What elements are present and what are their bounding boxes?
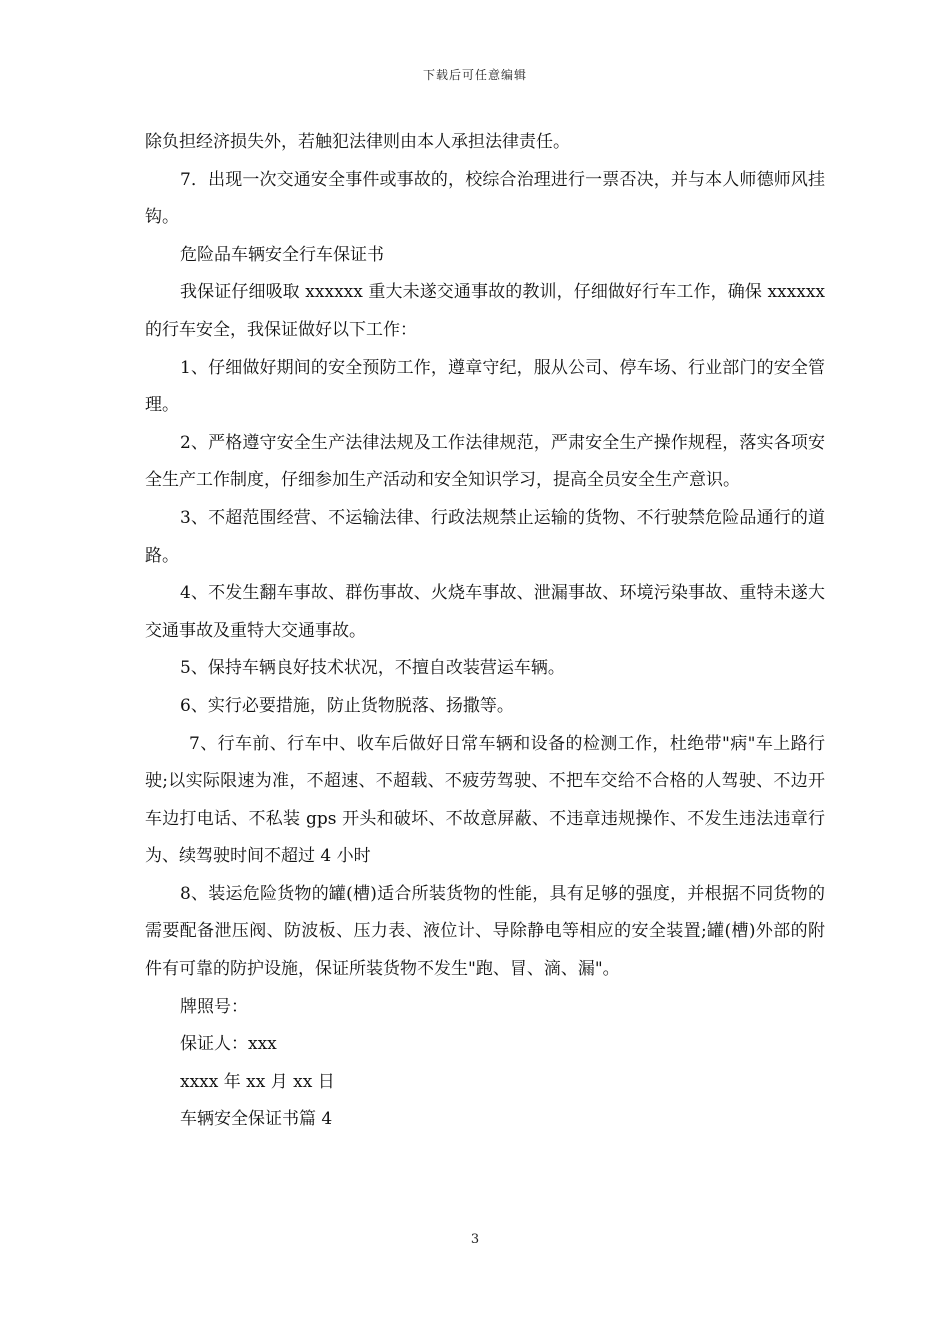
list-item-4: 4、不发生翻车事故、群伤事故、火烧车事故、泄漏事故、环境污染事故、重特未遂大交通事故及重特大交通事故。	[145, 583, 825, 641]
paragraph-liability: 除负担经济损失外，若触犯法律则由本人承担法律责任。	[145, 132, 570, 152]
license-plate-field: 牌照号：	[180, 996, 248, 1017]
section-title: 危险品车辆安全行车保证书	[180, 244, 384, 265]
section-heading-next: 车辆安全保证书篇 4	[180, 1109, 333, 1130]
page-header: 下载后可任意编辑	[422, 68, 527, 82]
page-number: 3	[470, 1232, 480, 1247]
list-item-7: 7、行车前、行车中、收车后做好日常车辆和设备的检测工作，杜绝带"病"车上路行驶;以实际限速为准，不超速、不超载、不疲劳驾驶、不把车交给不合格的人驾驶、不边开车边打电话、不私装 gps 开头和破坏、不故意屏蔽、不违章违规操作、不发生违法违章行为、续驾驶时间不超过 4 小时	[145, 733, 825, 867]
list-item-2: 2、严格遵守安全生产法律法规及工作法律规范，严肃安全生产操作规程，落实各项安全生产工作制度，仔细参加生产活动和安全知识学习，提高全员安全生产意识。	[145, 432, 825, 491]
date-field: xxxx 年 xx 月 xx 日	[180, 1071, 335, 1092]
paragraph-item-7-veto: 7．出现一次交通安全事件或事故的，校综合治理进行一票否决，并与本人师德师风挂钩。	[145, 169, 825, 228]
list-item-3: 3、不超范围经营、不运输法律、行政法规禁止运输的货物、不行驶禁危险品通行的道路。	[145, 507, 825, 566]
list-item-5: 5、保持车辆良好技术状况，不擅自改装营运车辆。	[180, 658, 565, 679]
list-item-1: 1、仔细做好期间的安全预防工作，遵章守纪，服从公司、停车场、行业部门的安全管理。	[145, 357, 825, 416]
paragraph-pledge-intro: 我保证仔细吸取 xxxxxx 重大未遂交通事故的教训，仔细做好行车工作，确保 xxxxxx 的行车安全，我保证做好以下工作：	[145, 282, 825, 340]
list-item-6: 6、实行必要措施，防止货物脱落、扬撒等。	[180, 695, 514, 716]
list-item-8: 8、装运危险货物的罐(槽)适合所装货物的性能，具有足够的强度，并根据不同货物的需要配备泄压阀、防波板、压力表、液位计、导除静电等相应的安全装置;罐(槽)外部的附件有可靠的防护设施，保证所装货物不发生"跑、冒、滴、漏"。	[145, 883, 825, 980]
document-body	[145, 124, 825, 1139]
guarantor-field: 保证人：xxx	[180, 1034, 277, 1055]
